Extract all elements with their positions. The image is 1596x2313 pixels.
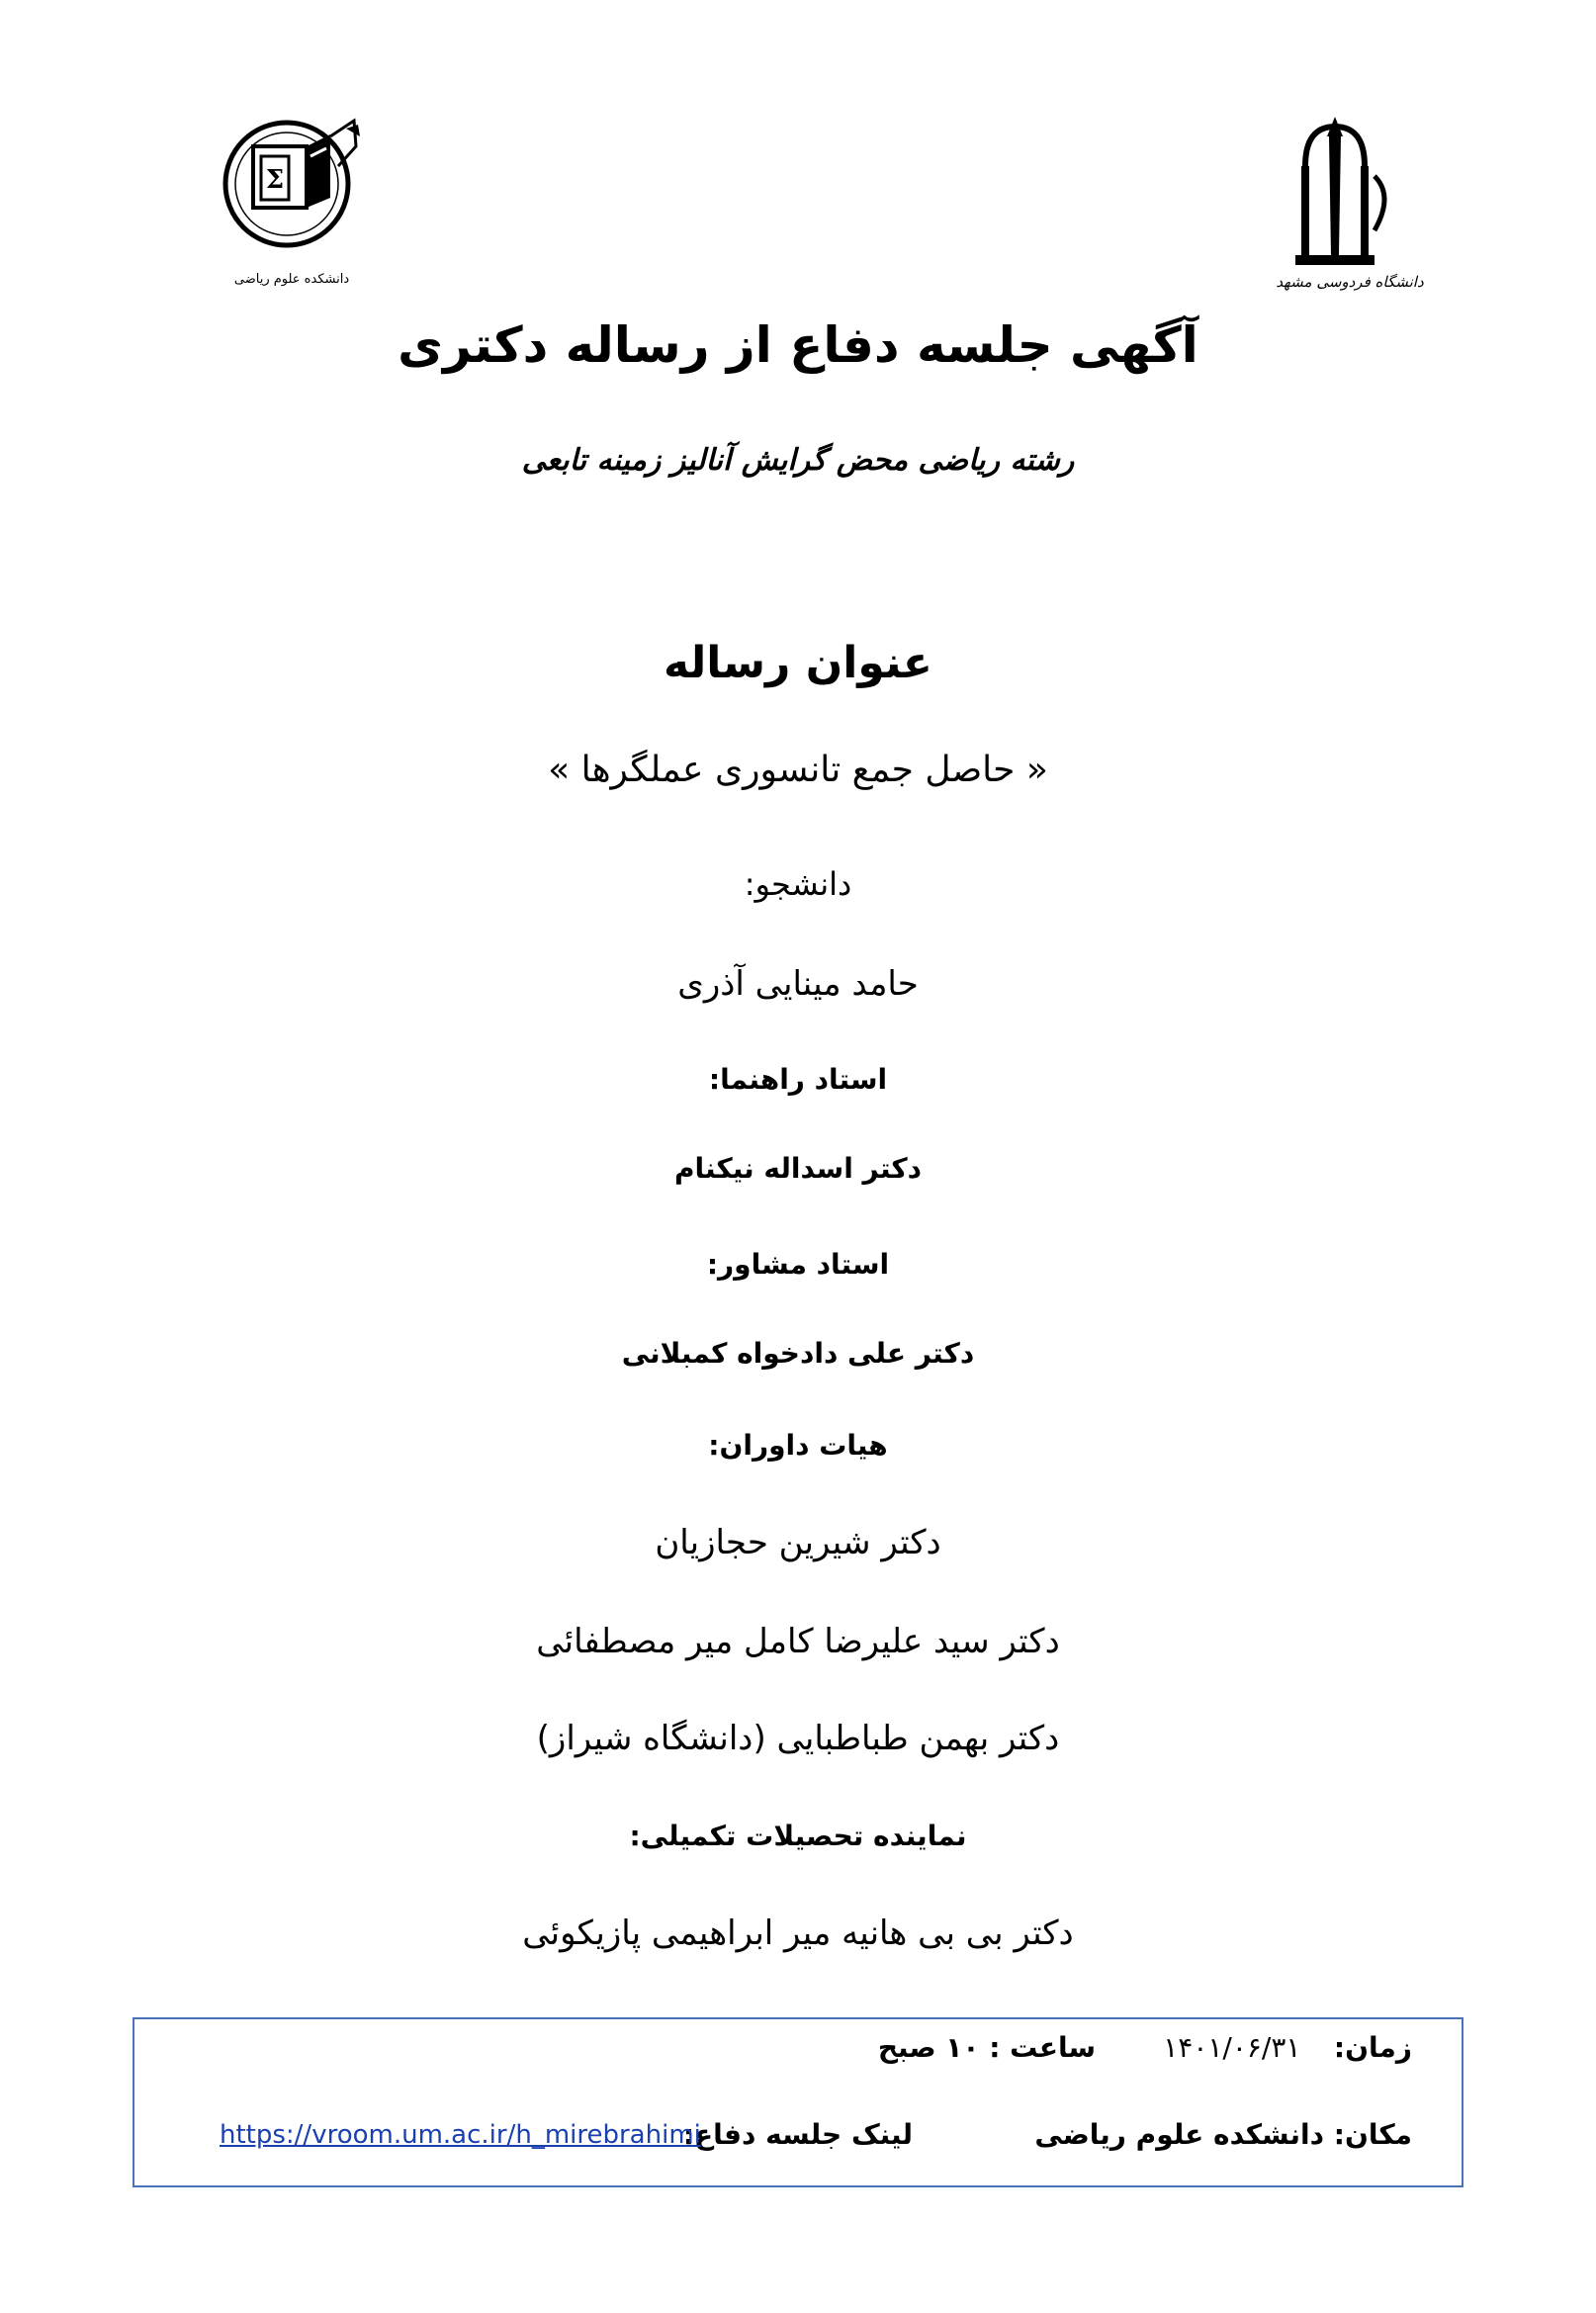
jury-member: دکتر سید علیرضا کامل میر مصطفائی xyxy=(536,1622,1060,1661)
page-title: آگهی جلسه دفاع از رساله دکتری xyxy=(398,316,1198,374)
consultant-name: دکتر علی دادخواه کمبلانی xyxy=(621,1337,975,1370)
thesis-heading: عنوان رساله xyxy=(664,638,932,688)
thesis-title: « حاصل جمع تانسوری عملگرها » xyxy=(548,750,1048,790)
university-logo-caption: دانشگاه فردوسی مشهد xyxy=(1276,273,1424,291)
date-value: ۱۴۰۱/۰۶/۳۱ xyxy=(1163,2031,1301,2064)
event-place xyxy=(1034,2118,1412,2151)
representative-name: دکتر بی بی هانیه میر ابراهیمی پازیکوئی xyxy=(522,1913,1074,1953)
representative-label: نماینده تحصیلات تکمیلی: xyxy=(629,1820,967,1852)
advisor-label: استاد راهنما: xyxy=(708,1063,888,1096)
hour-label: ساعت : xyxy=(989,2031,1096,2064)
hour-value: ۱۰ صبح xyxy=(877,2031,980,2064)
jury-label: هیات داوران: xyxy=(708,1429,888,1462)
event-hour xyxy=(878,2031,1096,2064)
event-info-box xyxy=(133,2017,1463,2187)
svg-text:Σ: Σ xyxy=(265,165,285,195)
place-label: مکان: xyxy=(1333,2118,1412,2151)
event-date xyxy=(1163,2031,1412,2064)
jury-member: دکتر بهمن طباطبایی (دانشگاه شیراز) xyxy=(536,1719,1060,1758)
student-name: حامد مینایی آذری xyxy=(677,964,919,1004)
defense-link[interactable]: https://vroom.um.ac.ir/h_mirebrahimi xyxy=(220,2120,701,2150)
university-logo xyxy=(1266,107,1434,295)
defense-link-label: لینک جلسه دفاع: xyxy=(682,2118,913,2151)
faculty-logo-caption: دانشکده علوم ریاضی xyxy=(233,272,350,287)
consultant-label: استاد مشاور: xyxy=(706,1248,890,1281)
place-value: دانشکده علوم ریاضی xyxy=(1034,2118,1325,2151)
advisor-name: دکتر اسداله نیکنام xyxy=(673,1152,923,1185)
student-label: دانشجو: xyxy=(744,865,852,903)
field-subtitle: رشته ریاضی محض گرایش آنالیز زمینه تابعی xyxy=(521,443,1075,478)
jury-member: دکتر شیرین حجازیان xyxy=(655,1523,941,1562)
faculty-logo xyxy=(208,107,376,295)
date-label: زمان: xyxy=(1333,2031,1412,2064)
